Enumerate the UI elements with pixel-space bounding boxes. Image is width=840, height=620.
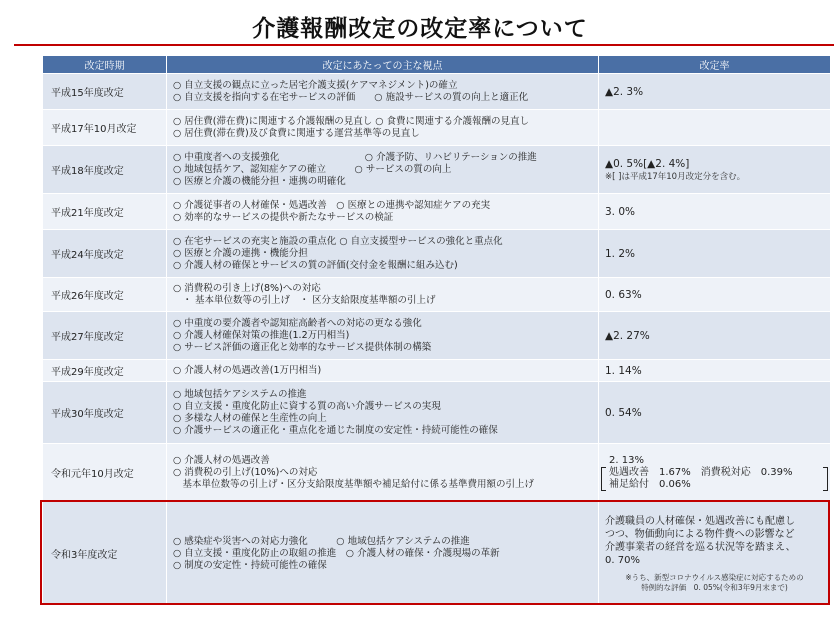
table-row <box>43 278 831 312</box>
rate-cell <box>599 146 831 194</box>
rate-value: 2. 13% <box>609 454 644 466</box>
header-points: 改定にあたっての主な視点 <box>167 56 599 74</box>
rate-cell <box>599 502 831 606</box>
rate-breakdown-line: 補足給付 0.06% <box>609 478 691 490</box>
points-cell <box>167 110 599 146</box>
point-line: ○ 在宅サービスの充実と施設の重点化 ○ 自立支援型サービスの強化と重点化 <box>173 235 503 247</box>
revision-rate-table <box>42 55 831 606</box>
point-line: ○ 介護人材確保対策の推進(1.2万円相当) <box>173 329 350 341</box>
table-row <box>43 74 831 110</box>
points-cell <box>167 382 599 444</box>
point-line: ○ 居住費(滞在費)に関連する介護報酬の見直し ○ 食費に関連する介護報酬の見直し <box>173 115 530 127</box>
table-row <box>43 502 831 606</box>
points-cell <box>167 146 599 194</box>
rate-cell <box>599 444 831 502</box>
rate-note <box>605 573 824 593</box>
point-line: ○ 中重度者への支援強化 ○ 介護予防、リハビリテーションの推進 <box>173 151 537 163</box>
era-cell: 平成26年度改定 <box>43 278 167 312</box>
points-cell <box>167 230 599 278</box>
point-line: ○ 介護従事者の人材確保・処遇改善 ○ 医療との連携や認知症ケアの充実 <box>173 199 491 211</box>
header-era: 改定時期 <box>43 56 167 74</box>
points-cell <box>167 278 599 312</box>
point-line: ○ 医療と介護の機能分担・連携の明確化 <box>173 175 346 187</box>
rate-cell: 0. 54% <box>599 382 831 444</box>
point-line: ○ 介護人材の処遇改善(1万円相当) <box>173 364 322 376</box>
era-cell: 平成30年度改定 <box>43 382 167 444</box>
rate-value: 0. 70% <box>605 554 640 566</box>
point-line: ○ 介護人材の処遇改善 <box>173 454 270 466</box>
point-line: ○ 自立支援・重度化防止の取組の推進 ○ 介護人材の確保・介護現場の革新 <box>173 547 500 559</box>
points-cell <box>167 194 599 230</box>
point-line: ○ 消費税の引上げ(10%)への対応 <box>173 466 318 478</box>
point-line: ○ 医療と介護の連携・機能分担 <box>173 247 308 259</box>
rate-cell: ▲2. 27% <box>599 312 831 360</box>
rate-explanation-line: つつ、物価動向による物件費への影響など <box>605 528 795 540</box>
point-line: ○ 自立支援を指向する在宅サービスの評価 ○ 施設サービスの質の向上と適正化 <box>173 91 529 103</box>
point-line: ○ 多様な人材の確保と生産性の向上 <box>173 412 327 424</box>
rate-note-line: 特例的な評価 0. 05%(令和3年9月末まで) <box>641 582 788 592</box>
table-row <box>43 194 831 230</box>
era-cell: 平成15年度改定 <box>43 74 167 110</box>
point-line: ○ 居住費(滞在費)及び食費に関連する運営基準等の見直し <box>173 127 420 139</box>
table-row <box>43 312 831 360</box>
era-cell: 平成24年度改定 <box>43 230 167 278</box>
rate-cell: ▲2. 3% <box>599 74 831 110</box>
era-cell: 平成21年度改定 <box>43 194 167 230</box>
era-cell: 平成27年度改定 <box>43 312 167 360</box>
rate-cell: 0. 63% <box>599 278 831 312</box>
point-line: ○ 介護サービスの適正化・重点化を通じた制度の安定性・持続可能性の確保 <box>173 424 498 436</box>
rate-explanation-line: 介護事業者の経営を巡る状況等を踏まえ、 <box>605 541 796 553</box>
rate-note: ※[ ]は平成17年10月改定分を含む。 <box>605 171 746 182</box>
table-header-row <box>43 56 831 74</box>
point-line: ○ 介護人材の確保とサービスの質の評価(交付金を報酬に組み込む) <box>173 259 458 271</box>
table-row <box>43 360 831 382</box>
page-title: 介護報酬改定の改定率について <box>252 16 588 42</box>
point-line: ○ サービス評価の適正化と効率的なサービス提供体制の構築 <box>173 341 432 353</box>
points-cell <box>167 312 599 360</box>
points-cell <box>167 502 599 606</box>
table-row <box>43 444 831 502</box>
era-cell: 平成17年10月改定 <box>43 110 167 146</box>
points-cell <box>167 360 599 382</box>
point-line: ○ 地域包括ケアシステムの推進 <box>173 388 307 400</box>
table-row <box>43 146 831 194</box>
point-line: ・ 基本単位数等の引上げ ・ 区分支給限度基準額の引上げ <box>173 294 436 306</box>
rate-value: ▲0. 5%[▲2. 4%] <box>605 157 690 170</box>
era-cell: 令和3年度改定 <box>43 502 167 606</box>
header-rate: 改定率 <box>599 56 831 74</box>
title-underline <box>14 44 834 46</box>
bracket-left <box>601 467 606 491</box>
point-line: ○ 感染症や災害への対応力強化 ○ 地域包括ケアシステムの推進 <box>173 535 470 547</box>
rate-note-line: ※うち、新型コロナウイルス感染症に対応するための <box>625 572 804 582</box>
point-line: 基本単位数等の引上げ・区分支給限度基準額や補足給付に係る基準費用額の引上げ <box>173 478 535 490</box>
table-row <box>43 110 831 146</box>
rate-cell: 3. 0% <box>599 194 831 230</box>
point-line: ○ 消費税の引き上げ(8%)への対応 <box>173 282 321 294</box>
rate-cell <box>599 110 831 146</box>
era-cell: 平成18年度改定 <box>43 146 167 194</box>
point-line: ○ 地域包括ケア、認知症ケアの確立 ○ サービスの質の向上 <box>173 163 452 175</box>
point-line: ○ 中重度の要介護者や認知症高齢者への対応の更なる強化 <box>173 317 422 329</box>
rate-breakdown-line: 処遇改善 1.67% 消費税対応 0.39% <box>609 466 793 478</box>
point-line: ○ 効率的なサービスの提供や新たなサービスの検証 <box>173 211 394 223</box>
point-line: ○ 自立支援の観点に立った居宅介護支援(ケアマネジメント)の確立 <box>173 79 458 91</box>
points-cell <box>167 74 599 110</box>
era-cell: 平成29年度改定 <box>43 360 167 382</box>
point-line: ○ 自立支援・重度化防止に資する質の高い介護サービスの実現 <box>173 400 441 412</box>
point-line: ○ 制度の安定性・持続可能性の確保 <box>173 559 327 571</box>
rate-explanation-line: 介護職員の人材確保・処遇改善にも配慮し <box>605 515 795 527</box>
era-cell: 令和元年10月改定 <box>43 444 167 502</box>
table-row <box>43 382 831 444</box>
rate-cell: 1. 2% <box>599 230 831 278</box>
table-row <box>43 230 831 278</box>
bracket-right <box>823 467 828 491</box>
rate-cell: 1. 14% <box>599 360 831 382</box>
points-cell <box>167 444 599 502</box>
rate-breakdown <box>605 455 824 491</box>
